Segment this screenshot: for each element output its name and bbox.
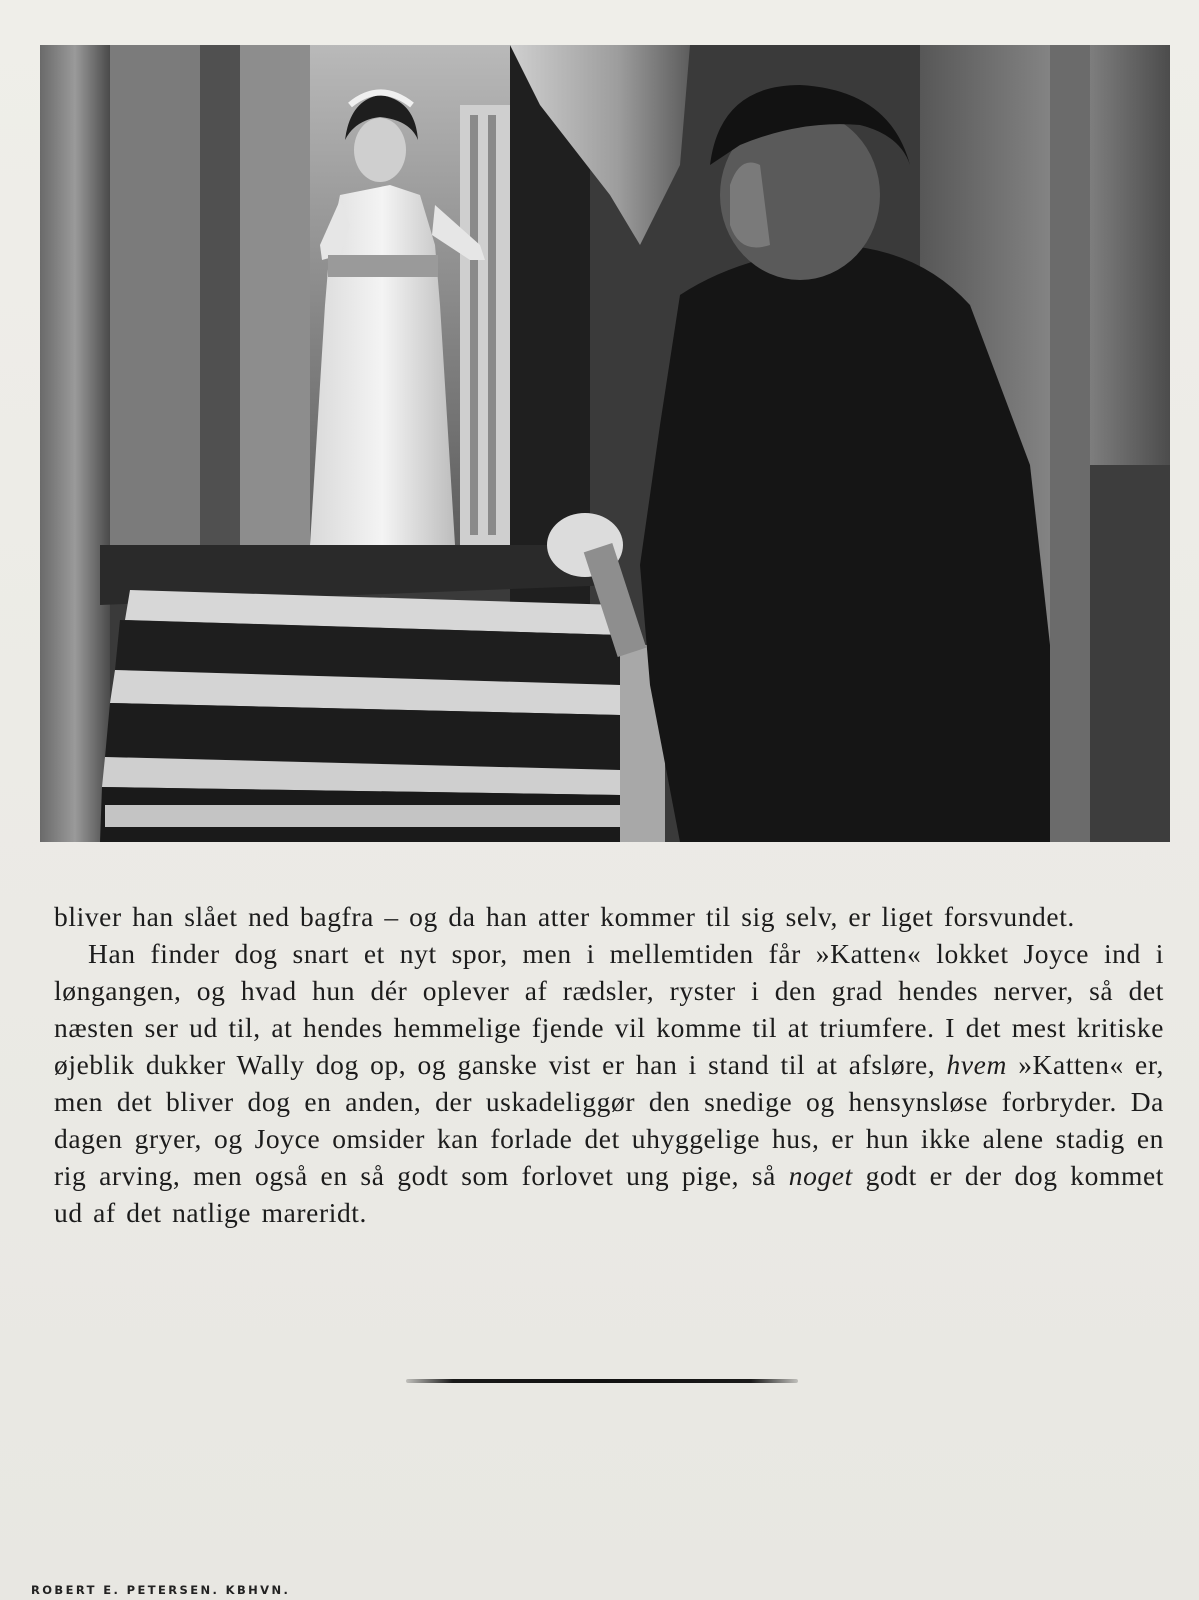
paragraph-2-part-3: godt er der dog kommet ud af det natlige mareridt. — [54, 1160, 1164, 1228]
paragraph-2-part-1: Han finder dog snart et nyt spor, men i mellemtiden får »Katten« lokket Joyce ind i løngangen, og hvad hun dér oplever af rædsler, ryster i den grad hendes nerver, så det næsten ser ud til, at hendes hemmelige fjende vil komme til at triumfere. I det mest kritiske øjeblik dukker Wally dog op, og ganske vist er han i stand til at afsløre, — [54, 938, 1164, 1080]
paragraph-2 — [54, 935, 1164, 1231]
emphasis-noget: noget — [788, 1160, 853, 1191]
film-still-photo — [40, 45, 1170, 842]
printer-imprint: ROBERT E. PETERSEN. KBHVN. — [31, 1583, 291, 1597]
body-text — [54, 898, 1164, 1231]
emphasis-hvem: hvem — [946, 1049, 1007, 1080]
paragraph-1: bliver han slået ned bagfra – og da han atter kommer til sig selv, er liget forsvundet. — [54, 901, 1075, 932]
decorative-rule — [406, 1379, 798, 1383]
photo-illustration — [40, 45, 1170, 842]
paragraph-2-part-2: »Katten« er, men det bliver dog en anden, der uskadeliggør den snedige og hensynsløse forbryder. Da dagen gryer, og Joyce omsider kan forlade det uhyggelige hus, er hun ikke alene stadig en rig arving, men også en så godt som forlovet ung pige, så — [54, 1049, 1164, 1191]
